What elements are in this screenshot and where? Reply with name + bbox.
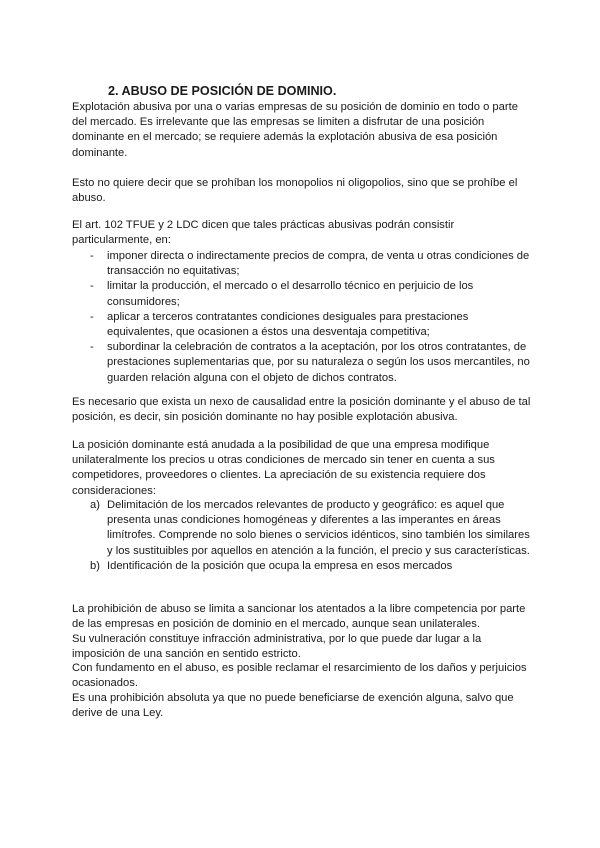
list-item xyxy=(90,249,536,279)
paragraph-prohibition-scope: La prohibición de abuso se limita a sancionar los atentados a la libre competencia por parte de las empresas en posición de dominio en el mercado, aunque sean unilaterales. xyxy=(72,603,526,631)
list-item-text: Delimitación de los mercados relevantes de producto y geográfico: es aquel que presenta unas condiciones homogéneas y diferentes a las imperantes en áreas limítrofes. Comprende no solo bienes o servicios idénticos, sino también los similares y los sustituibles por aquellos en atención a la función, el precio y sus características. xyxy=(107,499,530,557)
paragraph-monopolies: Esto no quiere decir que se prohíban los monopolios ni oligopolios, sino que se prohíbe el abuso. xyxy=(72,177,518,205)
paragraph-absolute-prohibition: Es una prohibición absoluta ya que no puede beneficiarse de exención alguna, salvo que derive de una Ley. xyxy=(72,692,514,720)
list-item-text: limitar la producción, el mercado o el desarrollo técnico en perjuicio de los consumidores; xyxy=(107,280,474,308)
list-marker: b) xyxy=(90,559,100,572)
paragraph-causality: Es necesario que exista un nexo de causalidad entre la posición dominante y el abuso de tal posición, es decir, sin posición dominante no hay posible explotación abusiva. xyxy=(72,396,531,424)
list-item xyxy=(90,498,536,559)
considerations-list xyxy=(90,498,536,574)
list-item xyxy=(90,559,536,574)
list-marker: - xyxy=(90,250,94,262)
list-item-text: aplicar a terceros contratantes condiciones desiguales para prestaciones equivalentes, que ocasionen a éstos una desventaja competitiva; xyxy=(107,310,469,339)
paragraph-dominant-position: La posición dominante está anudada a la posibilidad de que una empresa modifique unilateralmente los precios u otras condiciones de mercado sin tener en cuenta a sus competidores, proveedores o clientes. La apreciación de su existencia requiere dos consideraciones: xyxy=(72,439,495,497)
practices-list xyxy=(90,249,536,386)
list-item xyxy=(90,310,536,340)
list-marker: - xyxy=(90,341,94,354)
list-marker: a) xyxy=(90,499,100,511)
list-marker: - xyxy=(90,280,94,293)
paragraph-article-intro: El art. 102 TFUE y 2 LDC dicen que tales prácticas abusivas podrán consistir particularmente, en: xyxy=(72,219,455,247)
list-item-text: subordinar la celebración de contratos a la aceptación, por los otros contratantes, de prestaciones suplementarias que, por su naturaleza o según los usos mercantiles, no guarden relación alguna con el objeto de dichos contratos. xyxy=(107,341,530,384)
list-item xyxy=(90,279,536,309)
list-marker: - xyxy=(90,310,94,323)
paragraph-definition: Explotación abusiva por una o varias empresas de su posición de dominio en todo o parte del mercado. Es irrelevante que las empresas se limiten a disfrutar de una posición dominante en el mercado; se requiere además la explotación abusiva de esa posición dominante. xyxy=(72,101,518,159)
paragraph-damages: Con fundamento en el abuso, es posible reclamar el resarcimiento de los daños y perjuicios ocasionados. xyxy=(72,662,527,690)
list-item xyxy=(90,340,536,386)
section-heading: 2. ABUSO DE POSICIÓN DE DOMINIO. xyxy=(108,84,337,98)
list-item-text: imponer directa o indirectamente precios de compra, de venta u otras condiciones de transacción no equitativas; xyxy=(107,250,530,278)
list-item-text: Identificación de la posición que ocupa la empresa en esos mercados xyxy=(107,559,453,572)
paragraph-infraction: Su vulneración constituye infracción administrativa, por lo que puede dar lugar a la imposición de una sanción en sentido estricto. xyxy=(72,633,482,661)
